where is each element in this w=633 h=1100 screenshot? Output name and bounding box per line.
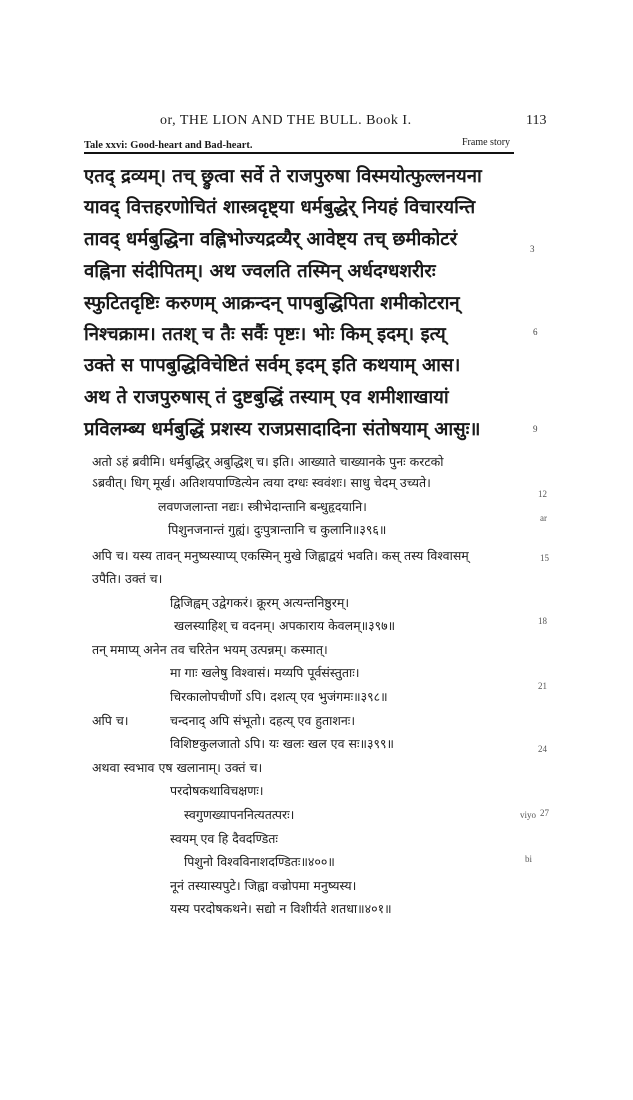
prose-line: तावद् धर्मबुद्धिना वह्निभोज्यद्रव्यैर् आवेष्ट्य तच् छमीकोटरं bbox=[84, 229, 458, 250]
page-number: 113 bbox=[526, 113, 547, 128]
verse-line: चिरकालोपचीर्णो ऽपि। दशत्य् एव भुजंगमः॥३९८॥ bbox=[170, 689, 388, 704]
margin-line-number: 21 bbox=[538, 681, 547, 691]
verse-line: पिशुनजनान्तं गुह्यं। दुःपुत्रान्तानि च कुलानि॥३९६॥ bbox=[168, 522, 387, 537]
verse-line: पिशुनो विश्वविनाशदण्डितः॥४००॥ bbox=[184, 854, 335, 869]
margin-line-number: 27 bbox=[540, 808, 549, 818]
verse-line: मा गाः खलेषु विश्वासं। मय्यपि पूर्वसंस्तुताः। bbox=[170, 665, 360, 680]
margin-note: viyo bbox=[520, 810, 537, 820]
prose-line: यावद् वित्तहरणोचितं शास्त्रदृष्ट्या धर्मबुद्धेर् नियहं विचारयन्ति bbox=[84, 197, 476, 218]
margin-note: bi bbox=[525, 854, 533, 864]
line-marker: 6 bbox=[533, 327, 538, 337]
prose-line: स्फुटितदृष्टिः करुणम् आक्रन्दन् पापबुद्धिपिता शमीकोटरान् bbox=[84, 293, 460, 314]
line-marker: 9 bbox=[533, 424, 538, 434]
verse-line: स्वयम् एव हि दैवदण्डितः bbox=[170, 831, 278, 846]
prose-line: वह्निना संदीपितम्। अथ ज्वलति तस्मिन् अर्धदग्धशरीरः bbox=[84, 261, 436, 282]
verse-line: यस्य परदोषकथने। सद्यो न विशीर्यते शतधा॥४०१॥ bbox=[170, 901, 392, 916]
prose-line: निश्चक्राम। ततश् च तैः सर्वैः पृष्टः। भोः किम् इदम्। इत्य् bbox=[84, 324, 446, 345]
verse-line: परदोषकथाविचक्षणः। bbox=[170, 783, 264, 798]
verse-line: विशिष्टकुलजातो ऽपि। यः खलः खल एव सः॥३९९॥ bbox=[170, 736, 394, 751]
margin-line-number: 15 bbox=[540, 553, 549, 563]
header-rule bbox=[84, 152, 514, 154]
margin-note: ar bbox=[540, 513, 547, 523]
text-line: उपैति। उक्तं च। bbox=[92, 571, 163, 586]
text-line: अथवा स्वभाव एष खलानाम्। उक्तं च। bbox=[92, 760, 263, 775]
line-marker: 3 bbox=[530, 244, 535, 254]
verse-line: द्विजिह्वम् उद्वेगकरं। क्रूरम् अत्यन्तनिष्ठुरम्। bbox=[170, 595, 350, 610]
prose-line: उक्ते स पापबुद्धिविचेष्टितं सर्वम् इदम् इति कथयाम् आस। bbox=[84, 355, 461, 376]
margin-line-number: 18 bbox=[538, 616, 547, 626]
verse-line: चन्दनाद् अपि संभूतो। दहत्य् एव हुताशनः। bbox=[170, 713, 356, 728]
margin-line-number: 24 bbox=[538, 744, 547, 754]
running-head: or, THE LION AND THE BULL. Book I. bbox=[160, 113, 412, 128]
prose-line: अथ ते राजपुरुषास् तं दुष्टबुद्धिं तस्याम् एव शमीशाखायां bbox=[84, 387, 449, 408]
frame-story-label: Frame story bbox=[462, 137, 511, 148]
text-line: अतो ऽहं ब्रवीमि। धर्मबुद्धिर् अबुद्धिश् च। इति। आख्याते चाख्यानके पुनः करटको bbox=[92, 454, 444, 469]
text-line: अपि च। यस्य तावन् मनुष्यस्याप्य् एकस्मिन् मुखे जिह्वाद्वयं भवति। कस् तस्य विश्वासम् bbox=[92, 548, 469, 563]
prose-line: प्रविलम्ब्य धर्मबुद्धिं प्रशस्य राजप्रसादादिना संतोषयाम् आसुः॥ bbox=[84, 419, 481, 440]
text-line: ऽब्रवीत्। धिग् मूर्ख। अतिशयपाण्डित्येन त्वया दग्धः स्ववंशः। साधु चेदम् उच्यते। bbox=[92, 475, 431, 490]
text-line: अपि च। bbox=[92, 713, 129, 728]
text-line: तन् ममाप्य् अनेन तव चरितेन भयम् उत्पन्नम्। कस्मात्। bbox=[92, 642, 328, 657]
verse-line: लवणजलान्ता नद्यः। स्त्रीभेदान्तानि बन्धुहृदयानि। bbox=[158, 499, 367, 514]
verse-line: खलस्याहिश् च वदनम्। अपकाराय केवलम्॥३९७॥ bbox=[174, 618, 396, 633]
tale-label: Tale xxvi: Good-heart and Bad-heart. bbox=[84, 140, 253, 151]
verse-line: नूनं तस्यास्यपुटे। जिह्वा वज्रोपमा मनुष्यस्य। bbox=[170, 878, 357, 893]
verse-line: स्वगुणख्यापननित्यतत्परः। bbox=[184, 807, 295, 822]
margin-line-number: 12 bbox=[538, 489, 547, 499]
prose-line: एतद् द्रव्यम्। तच् छ्रुत्वा सर्वे ते राजपुरुषा विस्मयोत्फुल्लनयना bbox=[84, 166, 482, 187]
